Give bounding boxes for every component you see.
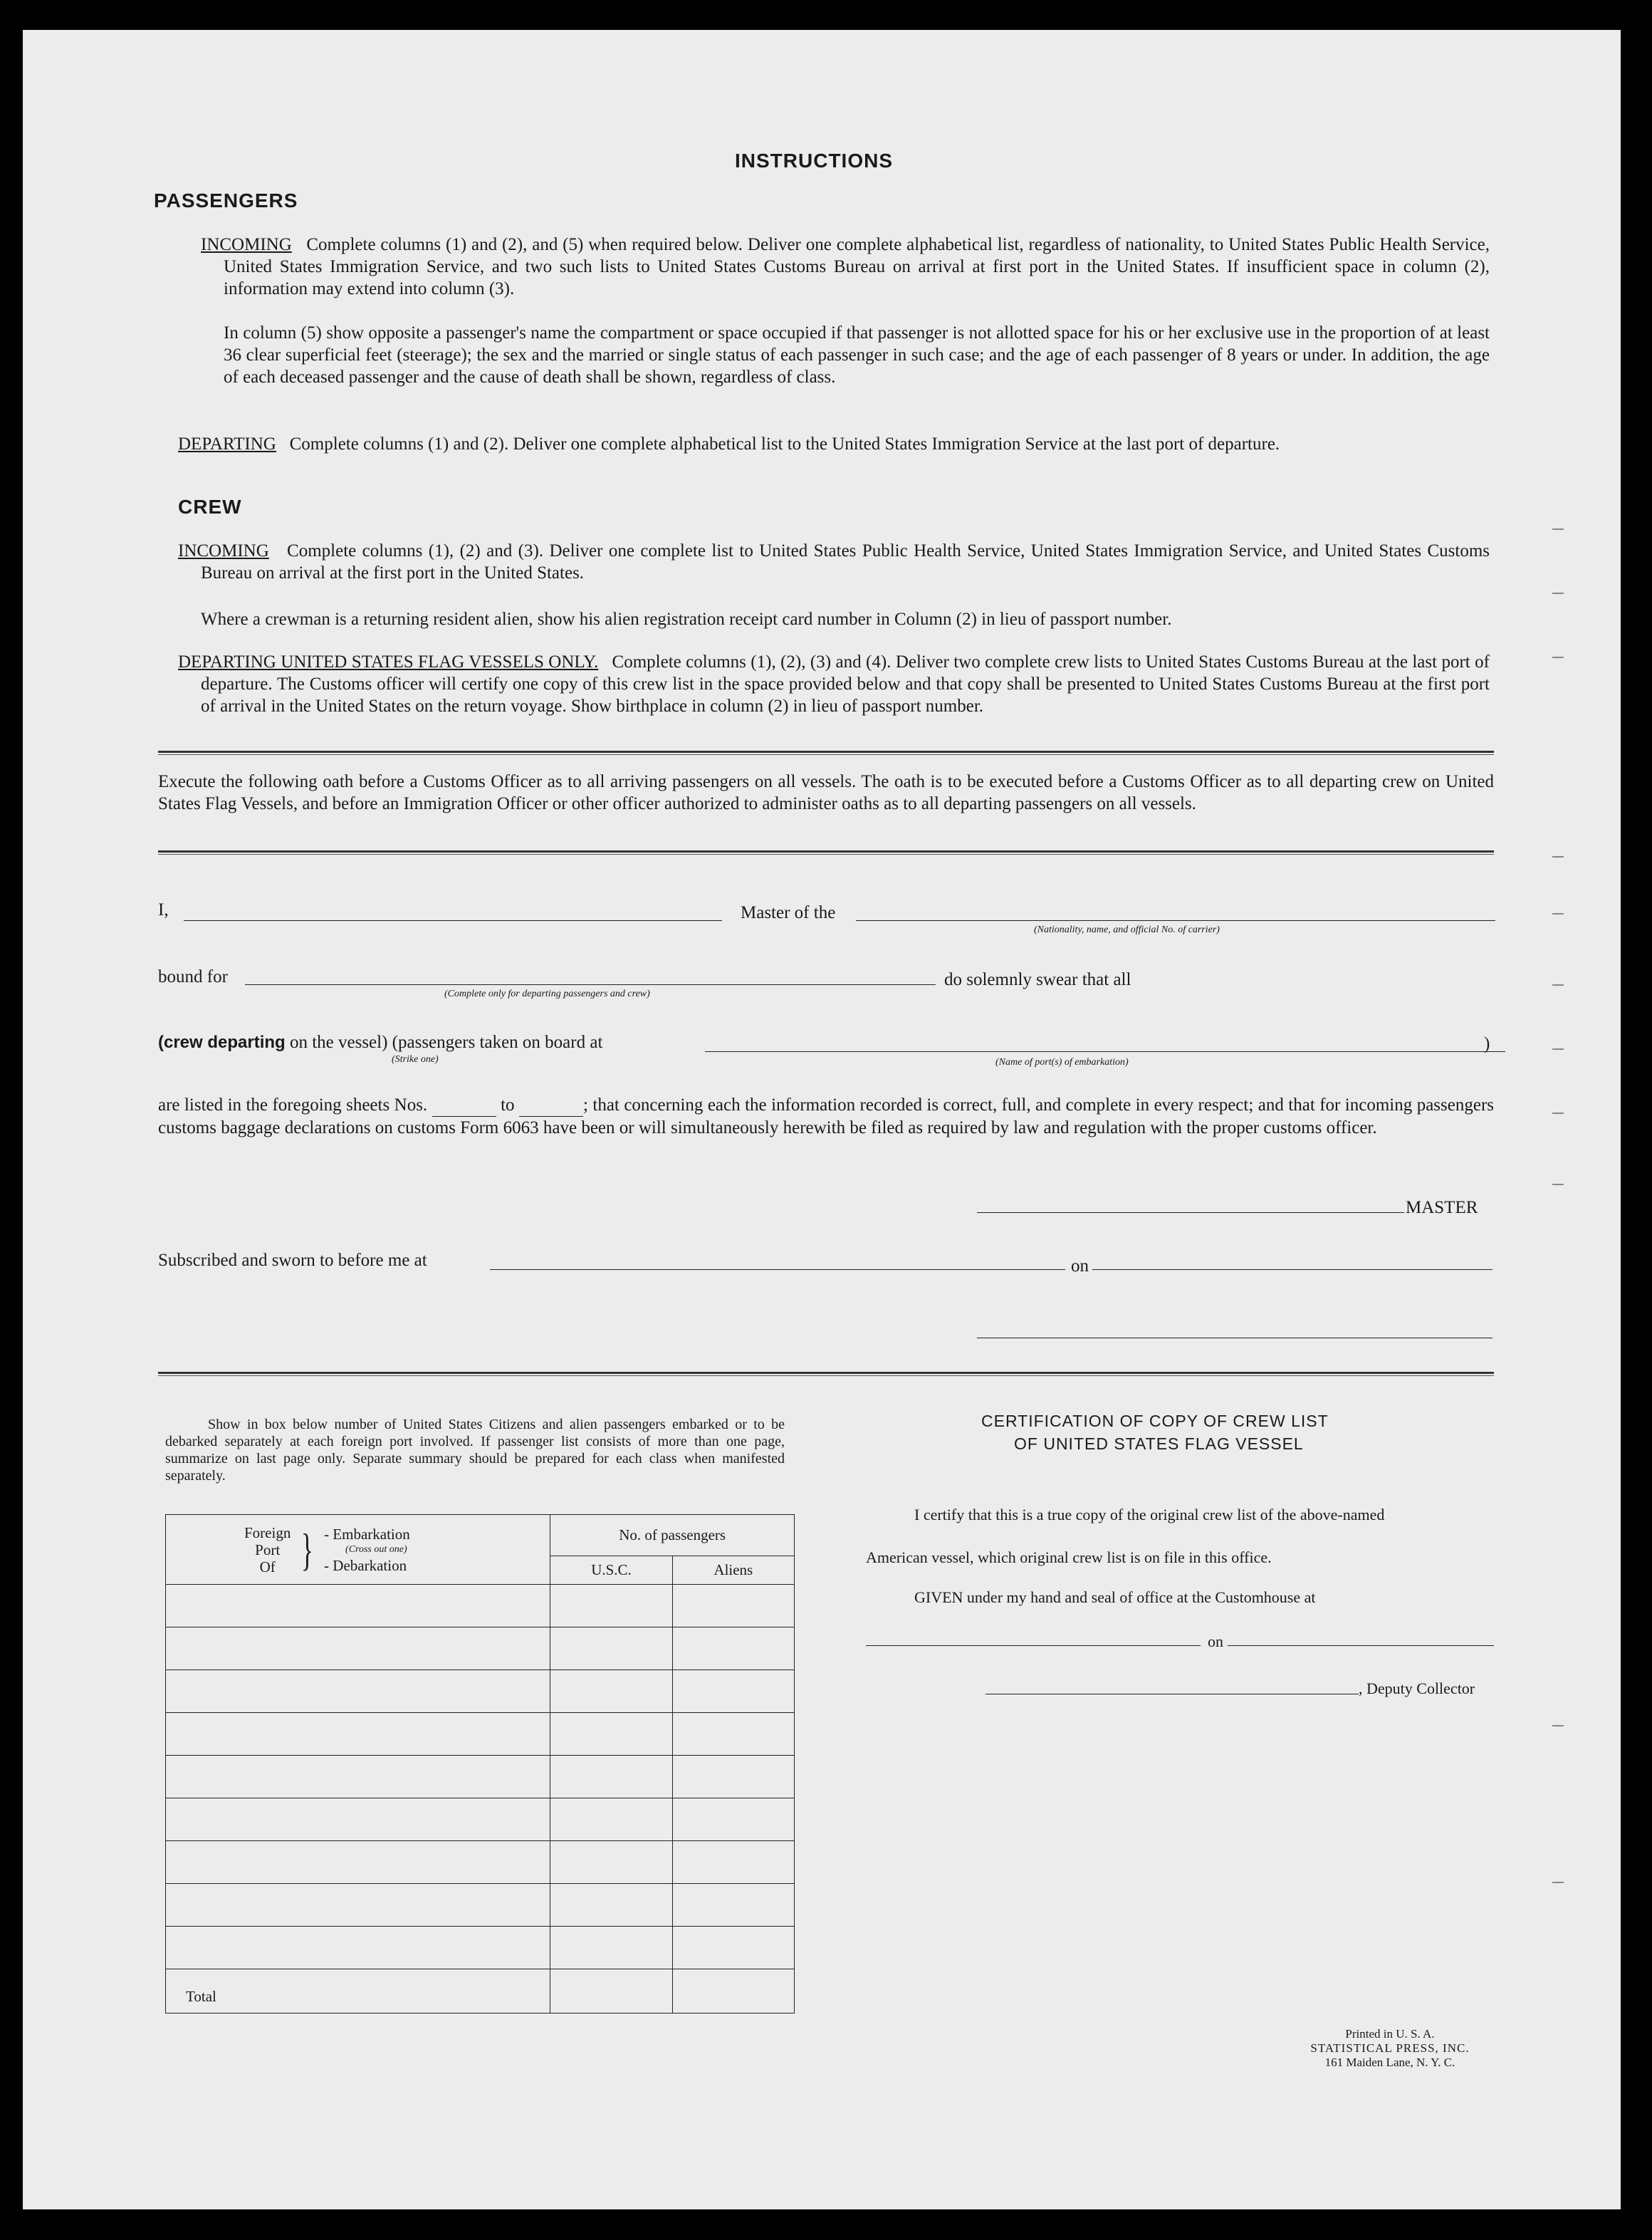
no-of-passengers-header: No. of passengers xyxy=(550,1515,795,1556)
margin-tick xyxy=(1552,1048,1564,1050)
section-divider-3 xyxy=(158,1372,1494,1376)
resident-alien-paragraph: Where a crewman is a returning resident alien, show his alien registration receipt card number in Column (2) in lieu of passport number. xyxy=(201,610,1172,629)
certification-text-1: I certify that this is a true copy of the original crew list of the above-named xyxy=(914,1506,1385,1523)
margin-tick xyxy=(1552,593,1564,594)
section-divider-1 xyxy=(158,751,1494,755)
bound-for-label: bound for xyxy=(158,967,228,986)
bound-for-caption: (Complete only for departing passengers and crew) xyxy=(444,989,650,999)
oath-i-label: I, xyxy=(158,900,169,920)
passengers-departing-paragraph xyxy=(178,433,1490,455)
form-sheet xyxy=(23,30,1621,2209)
table-row xyxy=(166,1713,795,1756)
crew-departing-choice: (crew departing xyxy=(158,1033,286,1052)
table-row xyxy=(166,1756,795,1798)
margin-tick xyxy=(1552,1113,1564,1114)
port-cell[interactable] xyxy=(166,1627,550,1670)
passenger-summary-table xyxy=(165,1514,795,2014)
certification-on-label: on xyxy=(1208,1632,1223,1650)
certification-title-1: CERTIFICATION OF COPY OF CREW LIST xyxy=(981,1412,1329,1430)
sworn-on-label: on xyxy=(1071,1256,1089,1276)
aliens-cell[interactable] xyxy=(672,1627,794,1670)
port-cell[interactable] xyxy=(166,1798,550,1841)
aliens-cell[interactable] xyxy=(672,1798,794,1841)
port-cell[interactable] xyxy=(166,1756,550,1798)
table-row xyxy=(166,1585,795,1627)
listed-paragraph xyxy=(158,1094,1494,1139)
table-row xyxy=(166,1927,795,1969)
crew-departing-label: DEPARTING UNITED STATES FLAG VESSELS ONLY. xyxy=(178,652,599,672)
passengers-heading: PASSENGERS xyxy=(154,189,298,212)
closing-paren: ) xyxy=(1484,1034,1490,1053)
foreign-port-header xyxy=(166,1515,550,1585)
aliens-cell[interactable] xyxy=(672,1884,794,1927)
crew-incoming-text: Complete columns (1), (2) and (3). Deliver one complete list to United States Public Health Service, United States Immigration Service, and United States Customs Bureau on arrival at the first port in the United States. xyxy=(201,541,1490,583)
printer-address: 161 Maiden Lane, N. Y. C. xyxy=(1324,2056,1455,2069)
page-title: INSTRUCTIONS xyxy=(735,150,893,172)
aliens-column-header: Aliens xyxy=(672,1556,794,1585)
passengers-incoming-text: Complete columns (1) and (2), and (5) when required below. Deliver one complete alphabetical list, regardless of nationality, to United States Public Health Service, United States Immigration Service, and two such lists to United States Customs Bureau on arrival at first port in the United States. If insufficient space in column (2), information may extend into column (3). xyxy=(224,235,1490,298)
table-row xyxy=(166,1798,795,1841)
usc-cell[interactable] xyxy=(550,1798,672,1841)
cross-out-caption: (Cross out one) xyxy=(345,1543,407,1555)
margin-tick xyxy=(1552,984,1564,986)
port-cell[interactable] xyxy=(166,1841,550,1884)
total-label: Total xyxy=(166,1969,550,2014)
listed-rest-text: ; that concerning each the information recorded is correct, full, and complete in every respect; and that for incoming passengers customs baggage declarations on customs Form 6063 have been or will simultaneously herewith be filed as required by law and regulation with the proper customs officer. xyxy=(158,1095,1494,1137)
usc-cell[interactable] xyxy=(550,1627,672,1670)
crew-departing-paragraph xyxy=(178,651,1490,717)
certification-date-field[interactable] xyxy=(1228,1645,1494,1646)
usc-cell[interactable] xyxy=(550,1670,672,1713)
foreign-label: Foreign xyxy=(244,1523,291,1541)
section-divider-2 xyxy=(158,850,1494,855)
usc-cell[interactable] xyxy=(550,1927,672,1969)
port-cell[interactable] xyxy=(166,1713,550,1756)
strike-one-caption: (Strike one) xyxy=(392,1054,439,1065)
aliens-cell[interactable] xyxy=(672,1927,794,1969)
table-row xyxy=(166,1884,795,1927)
sheet-from-field[interactable] xyxy=(432,1094,496,1117)
aliens-cell[interactable] xyxy=(672,1670,794,1713)
embarkation-label: - Embarkation xyxy=(324,1525,410,1543)
embarkation-ports-field[interactable] xyxy=(705,1051,1505,1052)
passengers-departing-label: DEPARTING xyxy=(178,434,276,454)
printed-in-usa: Printed in U. S. A. xyxy=(1345,2027,1435,2041)
usc-cell[interactable] xyxy=(550,1713,672,1756)
aliens-cell[interactable] xyxy=(672,1756,794,1798)
master-name-field[interactable] xyxy=(184,920,722,921)
printer-imprint xyxy=(1262,2027,1518,2070)
crew-heading: CREW xyxy=(178,496,242,518)
table-row xyxy=(166,1841,795,1884)
margin-tick xyxy=(1552,1725,1564,1726)
nationality-caption: (Nationality, name, and official No. of carrier) xyxy=(1034,924,1220,935)
carrier-field[interactable] xyxy=(856,920,1495,921)
usc-column-header: U.S.C. xyxy=(550,1556,672,1585)
port-cell[interactable] xyxy=(166,1927,550,1969)
brace-icon: } xyxy=(301,1523,314,1575)
usc-cell[interactable] xyxy=(550,1884,672,1927)
margin-tick xyxy=(1552,528,1564,530)
subscribed-label: Subscribed and sworn to before me at xyxy=(158,1251,427,1270)
table-row xyxy=(166,1627,795,1670)
aliens-cell[interactable] xyxy=(672,1713,794,1756)
usc-total-cell[interactable] xyxy=(550,1969,672,2014)
port-cell[interactable] xyxy=(166,1670,550,1713)
listed-pre-text: are listed in the foregoing sheets Nos. xyxy=(158,1095,428,1115)
margin-tick xyxy=(1552,913,1564,915)
swear-text: do solemnly swear that all xyxy=(944,970,1131,989)
margin-tick xyxy=(1552,856,1564,858)
margin-tick xyxy=(1552,1184,1564,1185)
master-of-the-label: Master of the xyxy=(741,903,836,922)
ports-caption: (Name of port(s) of embarkation) xyxy=(995,1057,1129,1068)
certification-given: GIVEN under my hand and seal of office at the Customhouse at xyxy=(914,1588,1316,1606)
port-cell[interactable] xyxy=(166,1884,550,1927)
certification-title-2: OF UNITED STATES FLAG VESSEL xyxy=(1014,1434,1304,1453)
aliens-cell[interactable] xyxy=(672,1585,794,1627)
sworn-location-field[interactable] xyxy=(490,1269,1065,1270)
crew-incoming-label: INCOMING xyxy=(178,541,269,561)
aliens-total-cell[interactable] xyxy=(672,1969,794,2014)
column5-paragraph: In column (5) show opposite a passenger's name the compartment or space occupied if that passenger is not allotted space for his or her exclusive use in the proportion of at least 36 clear superficial feet (steerage); the sex and the married or single status of each passenger in such case; and the age of each passenger of 8 years or under. In addition, the age of each deceased passenger and the cause of death shall be shown, regardless of class. xyxy=(224,323,1490,387)
certification-text-2: American vessel, which original crew list is on file in this office. xyxy=(866,1548,1272,1566)
usc-cell[interactable] xyxy=(550,1756,672,1798)
master-signature-label: MASTER xyxy=(1406,1198,1478,1217)
sheet-to-field[interactable] xyxy=(519,1094,583,1117)
passengers-incoming-label: INCOMING xyxy=(201,235,292,254)
passengers-departing-text: Complete columns (1) and (2). Deliver one complete alphabetical list to the United States Immigration Service at the last port of departure. xyxy=(289,434,1280,454)
aliens-cell[interactable] xyxy=(672,1841,794,1884)
oath-intro-paragraph: Execute the following oath before a Customs Officer as to all arriving passengers on all vessels. The oath is to be executed before a Customs Officer as to all departing crew on United States Flag Vessels, and before an Immigration Officer or other officer authorized to administer oaths as to all departing passengers on all vessels. xyxy=(158,772,1494,813)
on-the-vessel-text: on the vessel) xyxy=(289,1033,388,1052)
margin-tick xyxy=(1552,657,1564,658)
printer-name: STATISTICAL PRESS, INC. xyxy=(1310,2041,1470,2055)
usc-cell[interactable] xyxy=(550,1841,672,1884)
table-row xyxy=(166,1670,795,1713)
sworn-date-field[interactable] xyxy=(1092,1269,1492,1270)
of-label: Of xyxy=(259,1558,276,1575)
summary-instructions: Show in box below number of United States Citizens and alien passengers embarked or to be debarked separately at each foreign port involved. If passenger list consists of more than one page, summarize on last page only. Separate summary should be prepared for each class when manifested separately. xyxy=(165,1417,785,1484)
port-cell[interactable] xyxy=(166,1585,550,1627)
crew-departing-text: Complete columns (1), (2), (3) and (4). Deliver two complete crew lists to United States Customs Bureau at the last port of departure. The Customs officer will certify one copy of this crew list in the space provided below and that copy shall be presented to United States Customs Bureau at the first port of arrival in the United States on the return voyage. Show birthplace in column (2) in lieu of passport number. xyxy=(201,652,1490,716)
total-row xyxy=(166,1969,795,2014)
passengers-taken-choice: (passengers taken on board at xyxy=(392,1033,603,1052)
master-signature-field[interactable] xyxy=(977,1212,1404,1213)
crew-passengers-line xyxy=(158,1033,602,1053)
port-label: Port xyxy=(255,1541,281,1558)
bound-for-field[interactable] xyxy=(245,984,936,985)
customhouse-field[interactable] xyxy=(866,1645,1201,1646)
crew-incoming-paragraph xyxy=(178,540,1490,584)
usc-cell[interactable] xyxy=(550,1585,672,1627)
debarkation-label: - Debarkation xyxy=(324,1556,407,1574)
listed-to-text: to xyxy=(501,1095,515,1115)
deputy-collector-label: , Deputy Collector xyxy=(1359,1679,1475,1697)
passengers-incoming-paragraph xyxy=(201,234,1490,300)
margin-tick xyxy=(1552,1882,1564,1883)
